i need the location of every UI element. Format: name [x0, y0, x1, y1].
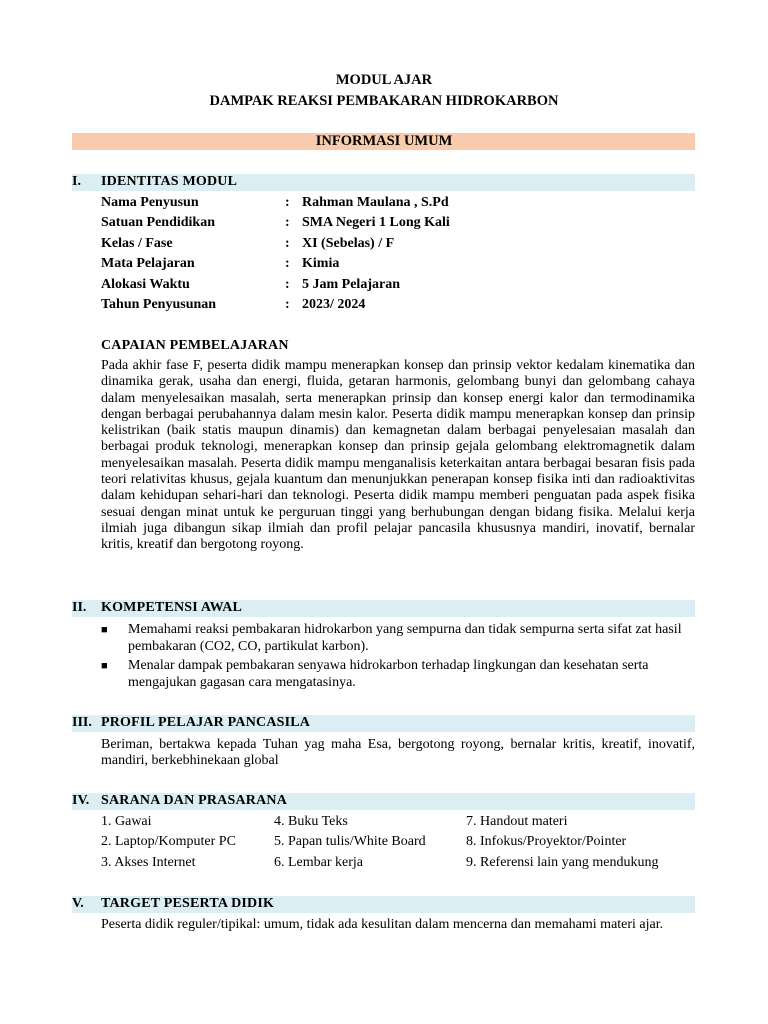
sarana-item: 9. Referensi lain yang mendukung	[466, 855, 659, 870]
info-umum-title: INFORMASI UMUM	[315, 133, 453, 149]
identitas-value: Rahman Maulana , S.Pd	[302, 195, 449, 210]
capaian-paragraph: Pada akhir fase F, peserta didik mampu menerapkan konsep dan prinsip vektor kedalam kinematika dan dinamika gerak, usaha dan energi, fluida, getaran harmonis, gelombang bunyi dan gelombang cahaya dalam menyelesaikan masalah, serta menerapkan prinsip dan konsep energi kalor dan termodinamika dengan berbagai perubahannya dalam mesin kalor. Peserta didik mampu menerapkan konsep dan prinsip kelistrikan (baik statis maupun dinamis) dan kemagnetan dalam berbagai penyelesaian masalah dan berbagai produk teknologi, menerapkan konsep dan prinsip gejala gelombang elektromagnetik dalam menyelesaikan masalah. Peserta didik mampu menganalisis keterkaitan antara berbagai besaran fisis pada teori relativitas khusus, gejala kuantum dan menunjukkan penerapan konsep fisika inti dan radioaktivitas dalam kehidupan sehari-hari dan teknologi. Peserta didik mampu memberi penguatan pada aspek fisika sesuai dengan minat untuk ke perguruan tinggi yang berhubungan dengan bidang fisika. Melalui kerja ilmiah juga dibangun sikap ilmiah dan profil pelajar pancasila khususnya mandiri, inovatif, bernalar kritis, kreatif dan bergotong royong.	[101, 358, 695, 553]
list-item: Memahami reaksi pembakaran hidrokarbon yang sempurna dan tidak sempurna serta sifat zat hasil pembakaran (CO2, CO, partikulat karbon).	[128, 622, 682, 654]
sarana-item: 3. Akses Internet	[101, 855, 196, 870]
module-title: MODUL AJAR	[335, 72, 433, 88]
section-number: II.	[72, 600, 87, 615]
identitas-value: 5 Jam Pelajaran	[302, 277, 400, 292]
identitas-label: Mata Pelajaran	[101, 256, 195, 271]
identitas-colon: :	[285, 256, 290, 271]
sarana-item: 6. Lembar kerja	[274, 855, 364, 870]
target-paragraph: Peserta didik reguler/tipikal: umum, tidak ada kesulitan dalam mencerna dan memahami materi ajar.	[101, 917, 664, 932]
bullet-icon: ■	[101, 624, 108, 636]
section-number: I.	[72, 174, 81, 189]
identitas-value: 2023/ 2024	[302, 297, 366, 312]
section-title-identitas: IDENTITAS MODUL	[101, 174, 238, 189]
module-subtitle: DAMPAK REAKSI PEMBAKARAN HIDROKARBON	[209, 93, 559, 109]
section-title-profil: PROFIL PELAJAR PANCASILA	[101, 715, 311, 730]
list-item: Menalar dampak pembakaran senyawa hidrokarbon terhadap lingkungan dan kesehatan serta mengajukan gagasan cara mengatasinya.	[128, 658, 649, 690]
identitas-label: Kelas / Fase	[101, 236, 173, 251]
section-number: III.	[72, 715, 92, 730]
identitas-label: Alokasi Waktu	[101, 277, 190, 292]
sarana-item: 5. Papan tulis/White Board	[274, 834, 426, 849]
sarana-item: 4. Buku Teks	[274, 814, 348, 829]
sarana-item: 1. Gawai	[101, 814, 152, 829]
capaian-title: CAPAIAN PEMBELAJARAN	[101, 338, 289, 353]
section-number: V.	[72, 896, 84, 911]
identitas-label: Satuan Pendidikan	[101, 215, 215, 230]
identitas-value: SMA Negeri 1 Long Kali	[302, 215, 450, 230]
identitas-colon: :	[285, 215, 290, 230]
identitas-label: Tahun Penyusunan	[101, 297, 217, 312]
bullet-icon: ■	[101, 660, 108, 672]
identitas-colon: :	[285, 297, 290, 312]
identitas-colon: :	[285, 277, 290, 292]
section-title-target: TARGET PESERTA DIDIK	[101, 896, 275, 911]
section-title-sarana: SARANA DAN PRASARANA	[101, 793, 288, 808]
section-title-kompetensi: KOMPETENSI AWAL	[101, 600, 243, 615]
identitas-colon: :	[285, 236, 290, 251]
sarana-item: 7. Handout materi	[466, 814, 568, 829]
profil-paragraph: Beriman, bertakwa kepada Tuhan yag maha Esa, bergotong royong, bernalar kritis, kreatif, inovatif, mandiri, berkebhinekaan global	[101, 737, 695, 769]
identitas-value: Kimia	[302, 256, 340, 271]
identitas-value: XI (Sebelas) / F	[302, 236, 395, 251]
sarana-item: 8. Infokus/Proyektor/Pointer	[466, 834, 627, 849]
identitas-label: Nama Penyusun	[101, 195, 199, 210]
identitas-colon: :	[285, 195, 290, 210]
section-number: IV.	[72, 793, 90, 808]
sarana-item: 2. Laptop/Komputer PC	[101, 834, 236, 849]
